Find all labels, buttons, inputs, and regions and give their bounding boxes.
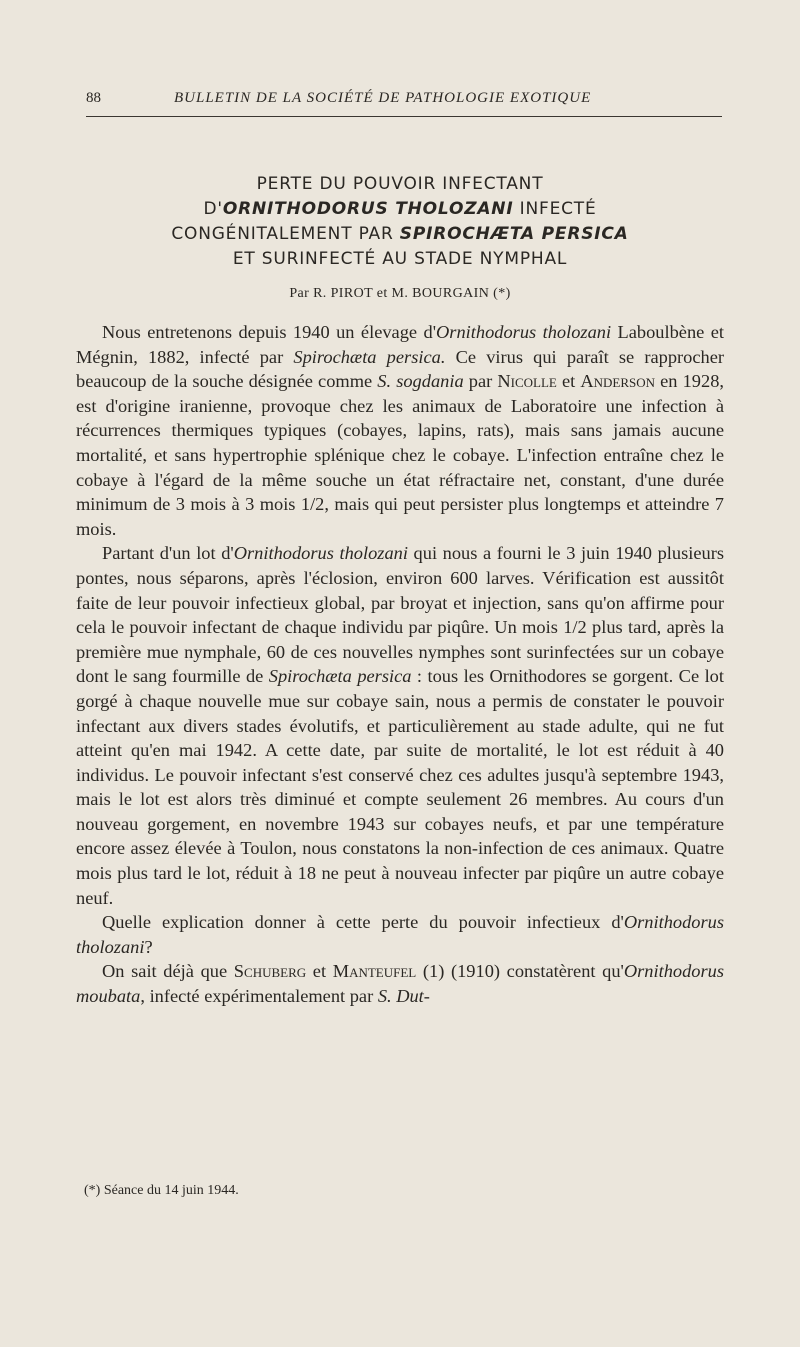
footnote: (*) Séance du 14 juin 1944. — [84, 1183, 239, 1198]
header-rule — [86, 116, 722, 117]
title-line-3: CONGÉNITALEMENT PAR SPIROCHÆTA PERSICA — [171, 224, 629, 244]
title-pathogen: SPIROCHÆTA PERSICA — [399, 224, 629, 244]
paragraph-2: Partant d'un lot d'Ornithodorus tholozani qui nous a fourni le 3 juin 1940 plusieurs pontes, nous séparons, après l'éclosion, environ 600 larves. Vérification est aussitôt faite de leur pouvoir infectieux global, par broyat et injection, sans qu'on affirme pour cela le pouvoir infectant de chaque individu par piqûre. Un mois 1/2 plus tard, après la première mue nymphale, 60 de ces nouvelles nymphes sont surinfectées sur un cobaye dont le sang fourmille de Spirochæta persica : tous les Ornithodores se gorgent. Ce lot gorgé à chaque nouvelle mue sur cobaye sain, nous a permis de constater le pouvoir infectant aux divers stades évolutifs, et particulièrement au stade adulte, qui ne fut atteint qu'en mai 1942. A cette date, par suite de mortalité, le lot est réduit à 40 individus. Le pouvoir infectant s'est conservé chez ces adultes jusqu'à septembre 1943, mais le lot est alors très diminué et compte seulement 26 membres. Au cours d'un nouveau gorgement, en novembre 1943 sur cobayes neufs, et par une température encore assez élevée à Toulon, nous constatons la non-infection de ces animaux. Quatre mois plus tard le lot, réduit à 18 ne peut à nouveau infecter par piqûre un autre cobaye neuf. — [76, 543, 724, 908]
title-line-2: D'ORNITHODORUS THOLOZANI INFECTÉ — [203, 199, 597, 219]
article-title — [92, 172, 708, 272]
page-header — [86, 84, 722, 114]
title-line-1: PERTE DU POUVOIR INFECTANT — [256, 174, 544, 194]
article-body — [76, 320, 724, 1009]
paragraph-4: On sait déjà que Schuberg et Manteufel (1) (1910) constatèrent qu'Ornithodorus moubata, infecté expérimentalement par S. Dut- — [76, 961, 725, 1007]
running-head: BULLETIN DE LA SOCIÉTÉ DE PATHOLOGIE EXOTIQUE — [174, 90, 592, 106]
title-species: ORNITHODORUS THOLOZANI — [222, 199, 514, 219]
paragraph-1: Nous entretenons depuis 1940 un élevage d'Ornithodorus tholozani Laboulbène et Mégnin, 1882, infecté par Spirochæta persica. Ce virus qui paraît se rapprocher beaucoup de la souche désignée comme S. sogdania par Nicolle et Anderson en 1928, est d'origine iranienne, provoque chez les animaux de Laboratoire une infection à récurrences thermiques typiques (cobayes, lapins, rats), mais sans jamais aucune mortalité, et sans hypertrophie splénique chez le cobaye. L'infection entraîne chez le cobaye à l'égard de la même souche un état réfractaire net, constant, d'une durée minimum de 3 mois à 3 mois 1/2, mais qui peut persister plus longtemps et atteindre 7 mois. — [76, 322, 725, 539]
authors: Par R. PIROT et M. BOURGAIN (*) — [289, 286, 511, 301]
title-line-4: ET SURINFECTÉ AU STADE NYMPHAL — [232, 249, 568, 269]
paragraph-3: Quelle explication donner à cette perte du pouvoir infectieux d'Ornithodorus tholozani? — [76, 912, 724, 957]
page-number: 88 — [86, 90, 101, 106]
